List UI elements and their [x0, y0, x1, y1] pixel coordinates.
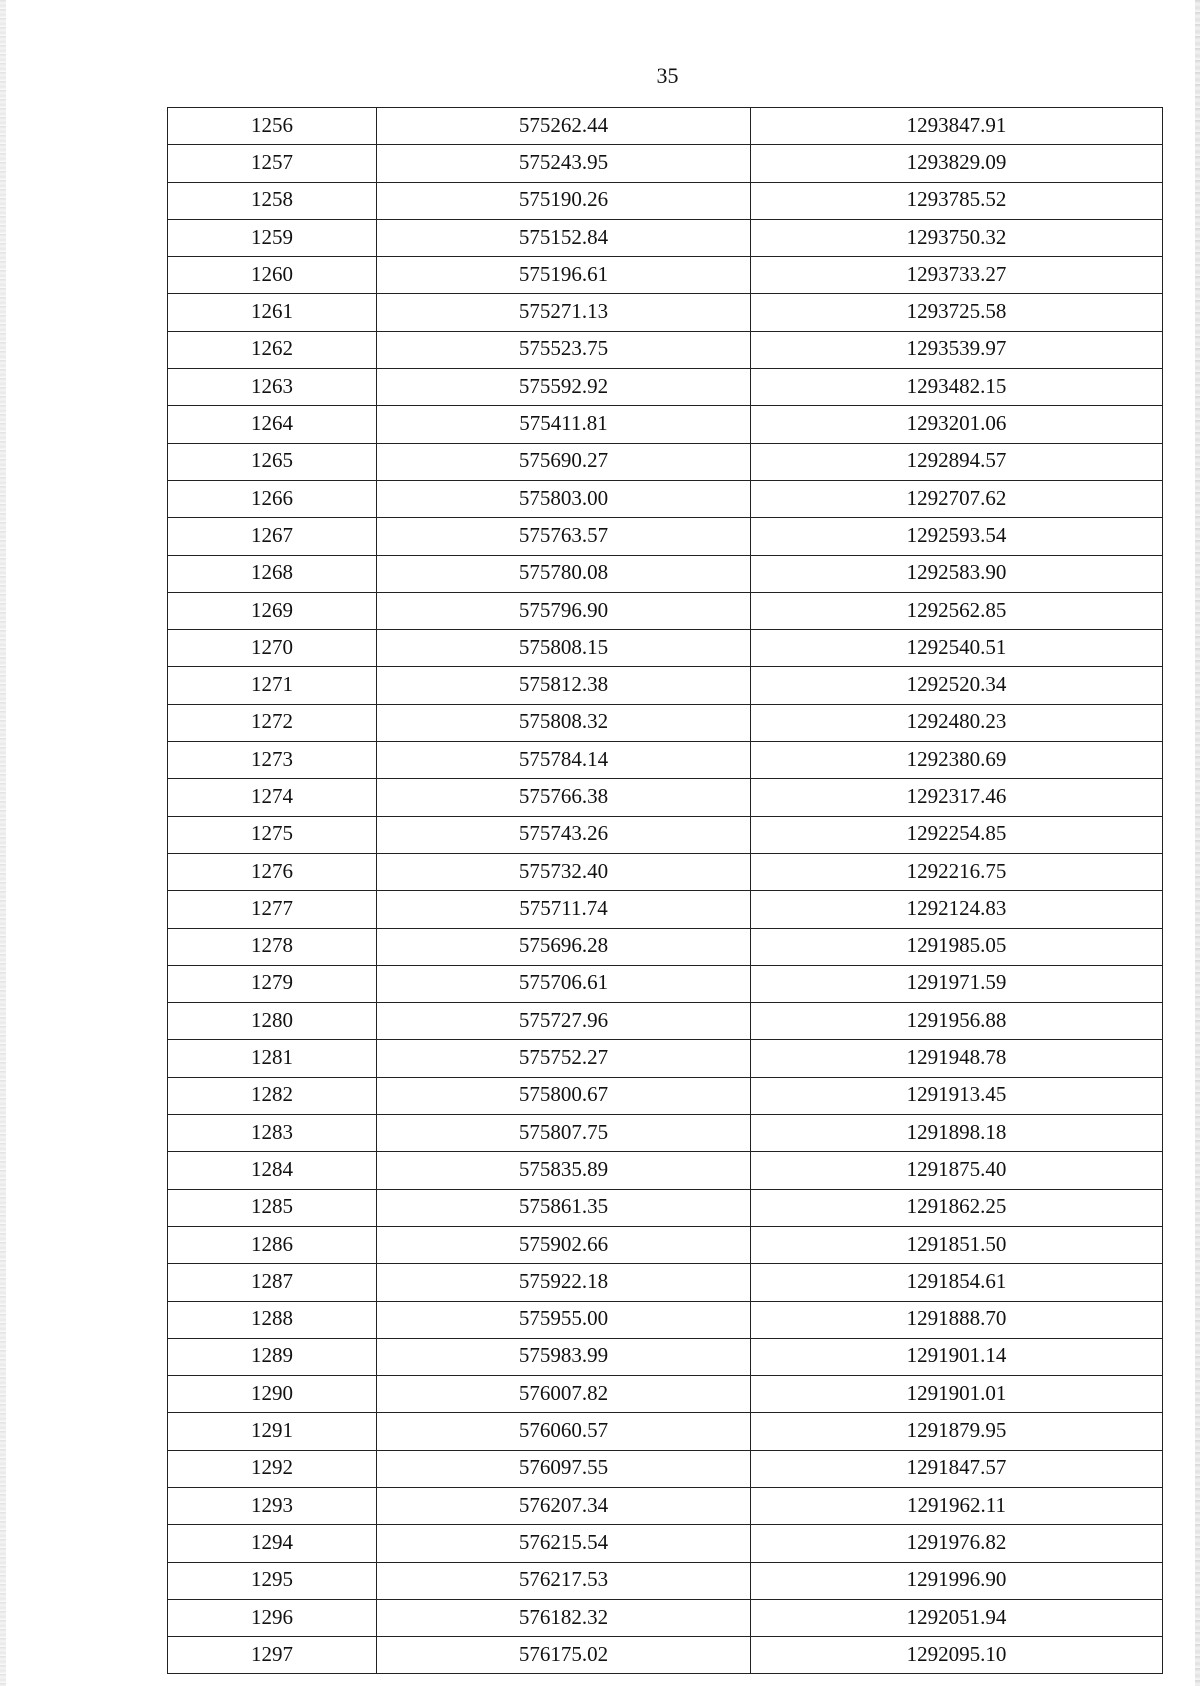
table-row	[168, 480, 1163, 517]
x-coordinate-cell: 575763.57	[377, 518, 751, 555]
table-row	[168, 108, 1163, 145]
point-number-cell: 1290	[168, 1376, 377, 1413]
x-coordinate-cell: 575696.28	[377, 928, 751, 965]
point-number-cell: 1283	[168, 1115, 377, 1152]
x-coordinate-cell: 575983.99	[377, 1338, 751, 1375]
table-row	[168, 1562, 1163, 1599]
x-coordinate-cell: 575243.95	[377, 145, 751, 182]
table-row	[168, 1077, 1163, 1114]
x-coordinate-cell: 575592.92	[377, 369, 751, 406]
y-coordinate-cell: 1291985.05	[751, 928, 1163, 965]
y-coordinate-cell: 1293785.52	[751, 182, 1163, 219]
y-coordinate-cell: 1292540.51	[751, 630, 1163, 667]
point-number-cell: 1291	[168, 1413, 377, 1450]
point-number-cell: 1277	[168, 891, 377, 928]
scan-edge-left	[0, 0, 6, 1686]
table-row	[168, 779, 1163, 816]
table-row	[168, 443, 1163, 480]
y-coordinate-cell: 1291888.70	[751, 1301, 1163, 1338]
y-coordinate-cell: 1292124.83	[751, 891, 1163, 928]
x-coordinate-cell: 575152.84	[377, 219, 751, 256]
table-row	[168, 219, 1163, 256]
y-coordinate-cell: 1291854.61	[751, 1264, 1163, 1301]
point-number-cell: 1280	[168, 1003, 377, 1040]
x-coordinate-cell: 575706.61	[377, 965, 751, 1002]
point-number-cell: 1292	[168, 1450, 377, 1487]
x-coordinate-cell: 575190.26	[377, 182, 751, 219]
y-coordinate-cell: 1291913.45	[751, 1077, 1163, 1114]
point-number-cell: 1281	[168, 1040, 377, 1077]
y-coordinate-cell: 1292317.46	[751, 779, 1163, 816]
table-row	[168, 742, 1163, 779]
y-coordinate-cell: 1291851.50	[751, 1226, 1163, 1263]
y-coordinate-cell: 1291862.25	[751, 1189, 1163, 1226]
x-coordinate-cell: 575955.00	[377, 1301, 751, 1338]
x-coordinate-cell: 575262.44	[377, 108, 751, 145]
table-row	[168, 555, 1163, 592]
x-coordinate-cell: 575800.67	[377, 1077, 751, 1114]
y-coordinate-cell: 1291901.01	[751, 1376, 1163, 1413]
page-number: 35	[656, 63, 679, 88]
point-number-cell: 1270	[168, 630, 377, 667]
table-row	[168, 257, 1163, 294]
y-coordinate-cell: 1291976.82	[751, 1525, 1163, 1562]
table-row	[168, 1450, 1163, 1487]
coordinates-table-body	[168, 108, 1163, 1674]
x-coordinate-cell: 575784.14	[377, 742, 751, 779]
point-number-cell: 1288	[168, 1301, 377, 1338]
table-row	[168, 1189, 1163, 1226]
point-number-cell: 1262	[168, 331, 377, 368]
x-coordinate-cell: 575711.74	[377, 891, 751, 928]
point-number-cell: 1282	[168, 1077, 377, 1114]
x-coordinate-cell: 575196.61	[377, 257, 751, 294]
x-coordinate-cell: 575752.27	[377, 1040, 751, 1077]
point-number-cell: 1289	[168, 1338, 377, 1375]
y-coordinate-cell: 1291901.14	[751, 1338, 1163, 1375]
y-coordinate-cell: 1292051.94	[751, 1599, 1163, 1636]
y-coordinate-cell: 1291971.59	[751, 965, 1163, 1002]
table-row	[168, 145, 1163, 182]
x-coordinate-cell: 575812.38	[377, 667, 751, 704]
table-row	[168, 928, 1163, 965]
y-coordinate-cell: 1293733.27	[751, 257, 1163, 294]
table-row	[168, 1152, 1163, 1189]
table-row	[168, 816, 1163, 853]
y-coordinate-cell: 1291948.78	[751, 1040, 1163, 1077]
point-number-cell: 1294	[168, 1525, 377, 1562]
table-row	[168, 331, 1163, 368]
point-number-cell: 1279	[168, 965, 377, 1002]
table-row	[168, 406, 1163, 443]
point-number-cell: 1297	[168, 1637, 377, 1674]
x-coordinate-cell: 575766.38	[377, 779, 751, 816]
y-coordinate-cell: 1291879.95	[751, 1413, 1163, 1450]
table-row	[168, 518, 1163, 555]
point-number-cell: 1257	[168, 145, 377, 182]
y-coordinate-cell: 1292480.23	[751, 704, 1163, 741]
table-row	[168, 965, 1163, 1002]
x-coordinate-cell: 575727.96	[377, 1003, 751, 1040]
point-number-cell: 1275	[168, 816, 377, 853]
scan-edge-right	[1195, 0, 1200, 1686]
x-coordinate-cell: 576207.34	[377, 1487, 751, 1524]
point-number-cell: 1273	[168, 742, 377, 779]
table-row	[168, 704, 1163, 741]
table-row	[168, 182, 1163, 219]
x-coordinate-cell: 576182.32	[377, 1599, 751, 1636]
y-coordinate-cell: 1293201.06	[751, 406, 1163, 443]
y-coordinate-cell: 1293482.15	[751, 369, 1163, 406]
y-coordinate-cell: 1293847.91	[751, 108, 1163, 145]
x-coordinate-cell: 576060.57	[377, 1413, 751, 1450]
y-coordinate-cell: 1292894.57	[751, 443, 1163, 480]
y-coordinate-cell: 1292520.34	[751, 667, 1163, 704]
y-coordinate-cell: 1292593.54	[751, 518, 1163, 555]
point-number-cell: 1274	[168, 779, 377, 816]
x-coordinate-cell: 575732.40	[377, 853, 751, 890]
table-row	[168, 1301, 1163, 1338]
table-row	[168, 1003, 1163, 1040]
point-number-cell: 1267	[168, 518, 377, 555]
point-number-cell: 1276	[168, 853, 377, 890]
table-row	[168, 1115, 1163, 1152]
x-coordinate-cell: 575780.08	[377, 555, 751, 592]
y-coordinate-cell: 1291898.18	[751, 1115, 1163, 1152]
x-coordinate-cell: 575271.13	[377, 294, 751, 331]
point-number-cell: 1285	[168, 1189, 377, 1226]
point-number-cell: 1284	[168, 1152, 377, 1189]
point-number-cell: 1260	[168, 257, 377, 294]
table-row	[168, 630, 1163, 667]
table-row	[168, 1599, 1163, 1636]
table-row	[168, 891, 1163, 928]
point-number-cell: 1261	[168, 294, 377, 331]
table-row	[168, 1264, 1163, 1301]
y-coordinate-cell: 1292380.69	[751, 742, 1163, 779]
table-row	[168, 1525, 1163, 1562]
x-coordinate-cell: 575411.81	[377, 406, 751, 443]
x-coordinate-cell: 576097.55	[377, 1450, 751, 1487]
x-coordinate-cell: 576215.54	[377, 1525, 751, 1562]
point-number-cell: 1266	[168, 480, 377, 517]
point-number-cell: 1278	[168, 928, 377, 965]
point-number-cell: 1265	[168, 443, 377, 480]
table-row	[168, 294, 1163, 331]
table-row	[168, 1338, 1163, 1375]
y-coordinate-cell: 1292216.75	[751, 853, 1163, 890]
coordinates-table	[167, 107, 1163, 1674]
x-coordinate-cell: 575835.89	[377, 1152, 751, 1189]
x-coordinate-cell: 575807.75	[377, 1115, 751, 1152]
y-coordinate-cell: 1292562.85	[751, 592, 1163, 629]
point-number-cell: 1295	[168, 1562, 377, 1599]
x-coordinate-cell: 575690.27	[377, 443, 751, 480]
x-coordinate-cell: 575861.35	[377, 1189, 751, 1226]
y-coordinate-cell: 1292583.90	[751, 555, 1163, 592]
point-number-cell: 1258	[168, 182, 377, 219]
x-coordinate-cell: 575808.15	[377, 630, 751, 667]
x-coordinate-cell: 575523.75	[377, 331, 751, 368]
x-coordinate-cell: 575808.32	[377, 704, 751, 741]
x-coordinate-cell: 576007.82	[377, 1376, 751, 1413]
point-number-cell: 1269	[168, 592, 377, 629]
point-number-cell: 1287	[168, 1264, 377, 1301]
table-row	[168, 1413, 1163, 1450]
table-row	[168, 667, 1163, 704]
x-coordinate-cell: 576175.02	[377, 1637, 751, 1674]
point-number-cell: 1263	[168, 369, 377, 406]
point-number-cell: 1296	[168, 1599, 377, 1636]
point-number-cell: 1256	[168, 108, 377, 145]
y-coordinate-cell: 1293725.58	[751, 294, 1163, 331]
table-row	[168, 1637, 1163, 1674]
x-coordinate-cell: 575922.18	[377, 1264, 751, 1301]
table-row	[168, 1040, 1163, 1077]
y-coordinate-cell: 1292707.62	[751, 480, 1163, 517]
y-coordinate-cell: 1293829.09	[751, 145, 1163, 182]
x-coordinate-cell: 575743.26	[377, 816, 751, 853]
point-number-cell: 1286	[168, 1226, 377, 1263]
point-number-cell: 1268	[168, 555, 377, 592]
y-coordinate-cell: 1292254.85	[751, 816, 1163, 853]
table-row	[168, 1226, 1163, 1263]
x-coordinate-cell: 575803.00	[377, 480, 751, 517]
y-coordinate-cell: 1291956.88	[751, 1003, 1163, 1040]
table-row	[168, 1487, 1163, 1524]
table-row	[168, 592, 1163, 629]
y-coordinate-cell: 1293539.97	[751, 331, 1163, 368]
table-row	[168, 1376, 1163, 1413]
table-row	[168, 853, 1163, 890]
y-coordinate-cell: 1291996.90	[751, 1562, 1163, 1599]
point-number-cell: 1272	[168, 704, 377, 741]
y-coordinate-cell: 1291875.40	[751, 1152, 1163, 1189]
x-coordinate-cell: 575902.66	[377, 1226, 751, 1263]
point-number-cell: 1264	[168, 406, 377, 443]
point-number-cell: 1271	[168, 667, 377, 704]
x-coordinate-cell: 575796.90	[377, 592, 751, 629]
point-number-cell: 1293	[168, 1487, 377, 1524]
y-coordinate-cell: 1293750.32	[751, 219, 1163, 256]
table-row	[168, 369, 1163, 406]
y-coordinate-cell: 1291962.11	[751, 1487, 1163, 1524]
x-coordinate-cell: 576217.53	[377, 1562, 751, 1599]
y-coordinate-cell: 1291847.57	[751, 1450, 1163, 1487]
point-number-cell: 1259	[168, 219, 377, 256]
y-coordinate-cell: 1292095.10	[751, 1637, 1163, 1674]
